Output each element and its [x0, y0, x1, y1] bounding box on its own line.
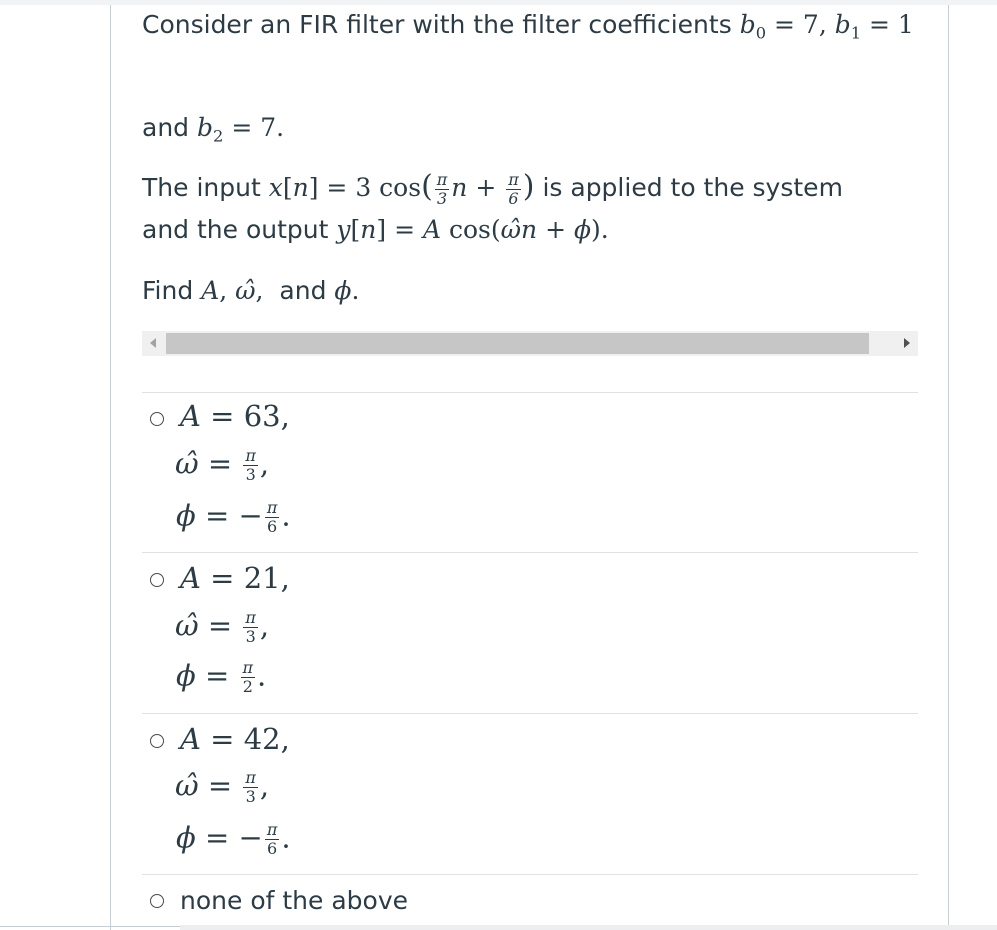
none-of-the-above-label: none of the above	[180, 886, 408, 915]
option-2-omega: ω̂ = $\frac{\pi}{3}$ ,	[175, 608, 270, 646]
option-3-phi: ϕ = − $\frac{\pi}{6}$ .	[176, 820, 291, 858]
radio-button[interactable]	[150, 573, 164, 587]
option-1-phi: ϕ = − $\frac{\pi}{6}$ .	[176, 498, 291, 536]
find-line	[142, 278, 359, 303]
coef-b0-math: $b_0 = 7$, $b_1 = 1$	[739, 10, 914, 43]
input-signal-math: x[n] = 3 cos( $\frac{\pi}{3}$ n + $\frac{\pi}{6}$ )	[268, 169, 535, 208]
radio-button[interactable]	[150, 734, 164, 748]
find-vars-math: A, ω̂,	[201, 276, 264, 305]
option-1-omega: ω̂ = $\frac{\pi}{3}$ ,	[175, 446, 270, 484]
option-3-A: A = 42,	[180, 722, 290, 756]
option-2-A: A = 21,	[180, 561, 290, 595]
page-scrollbar[interactable]	[180, 925, 997, 930]
input-suffix: is applied to the system	[542, 173, 843, 202]
input-prefix: The input	[142, 173, 261, 202]
question-line-2	[142, 115, 284, 145]
scroll-right-icon[interactable]	[904, 338, 910, 348]
find-and: and	[279, 276, 327, 305]
option-3-omega: ω̂ = $\frac{\pi}{3}$ ,	[175, 768, 270, 806]
divider	[142, 713, 918, 714]
scrollbar-thumb[interactable]	[166, 333, 869, 354]
divider	[142, 874, 918, 875]
divider	[142, 392, 918, 393]
horizontal-scrollbar[interactable]	[142, 331, 918, 356]
input-line	[142, 169, 843, 208]
output-line	[142, 217, 609, 242]
radio-button[interactable]	[150, 412, 164, 426]
option-2-phi: ϕ = $\frac{\pi}{2}$ .	[176, 658, 267, 696]
question-intro-text: Consider an FIR filter with the filter coefficients	[142, 10, 732, 39]
option-1-A: A = 63,	[180, 399, 290, 433]
scroll-left-icon[interactable]	[150, 338, 156, 348]
divider	[142, 552, 918, 553]
bottom-divider	[0, 926, 180, 927]
output-prefix: and the output	[142, 215, 329, 244]
radio-button[interactable]	[150, 894, 164, 908]
coef-b2-math: $b_2 = 7$.	[197, 113, 285, 146]
question-line-1	[142, 12, 914, 42]
and-text: and	[142, 113, 190, 142]
find-phi-math: ϕ.	[334, 276, 360, 305]
output-signal-math: y[n] = A cos(ω̂n + ϕ).	[336, 215, 609, 244]
find-prefix: Find	[142, 276, 194, 305]
